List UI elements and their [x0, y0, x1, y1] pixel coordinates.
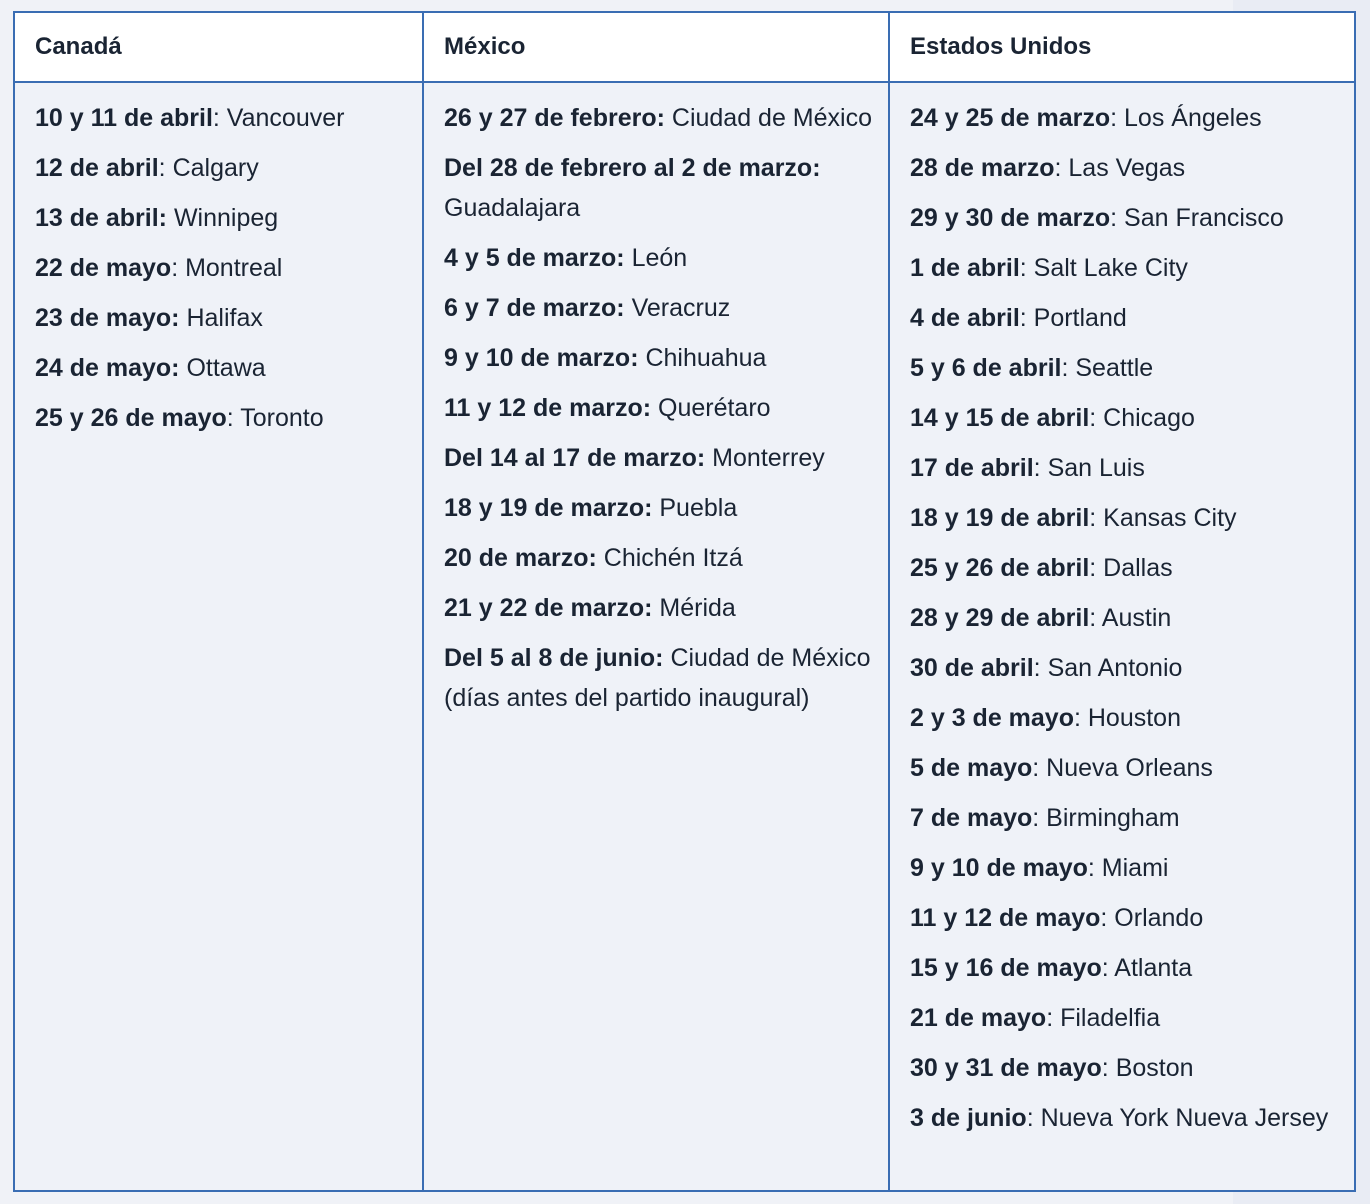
stop-date: 6 y 7 de marzo:: [444, 294, 625, 322]
mexico-list: [444, 98, 876, 718]
stop-city: Chichén Itzá: [596, 544, 743, 572]
usa-stop-item: [910, 948, 1342, 988]
stop-date: 18 y 19 de abril: [910, 504, 1090, 532]
usa-stop-item: [910, 548, 1342, 588]
stop-date: 2 y 3 de mayo: [910, 704, 1074, 732]
stop-city: : Montreal: [171, 254, 283, 282]
stop-date: 28 de marzo: [910, 154, 1055, 182]
stop-date: 12 de abril: [35, 154, 159, 182]
stop-date: 23 de mayo:: [35, 304, 180, 332]
usa-stop-item: [910, 98, 1342, 138]
stop-city: : Chicago: [1089, 404, 1195, 432]
stop-date: 24 de mayo:: [35, 354, 180, 382]
stop-date: 4 de abril: [910, 304, 1020, 332]
table-body-row: [14, 82, 1355, 1191]
canada-stop-item: [35, 298, 410, 338]
stop-city: Ottawa: [179, 354, 266, 382]
mexico-stop-item: [444, 538, 876, 578]
stop-date: 11 y 12 de mayo: [910, 904, 1101, 932]
stop-date: 9 y 10 de marzo:: [444, 344, 639, 372]
stop-date: 14 y 15 de abril: [910, 404, 1090, 432]
usa-stop-item: [910, 1048, 1342, 1088]
stop-date: 29 y 30 de marzo: [910, 204, 1111, 232]
usa-stop-item: [910, 598, 1342, 638]
mexico-stop-item: [444, 388, 876, 428]
canada-stop-item: [35, 248, 410, 288]
stop-city: : Miami: [1087, 854, 1169, 882]
usa-stop-item: [910, 148, 1342, 188]
stop-date: 28 y 29 de abril: [910, 604, 1090, 632]
canada-cell: [14, 82, 423, 1191]
usa-stop-item: [910, 298, 1342, 338]
stop-date: 10 y 11 de abril: [35, 104, 213, 132]
usa-stop-item: [910, 498, 1342, 538]
usa-stop-item: [910, 1098, 1342, 1138]
stop-date: Del 5 al 8 de junio:: [444, 644, 664, 672]
mexico-stop-item: [444, 488, 876, 528]
usa-stop-item: [910, 848, 1342, 888]
stop-date: 17 de abril: [910, 454, 1034, 482]
mexico-cell: [423, 82, 889, 1191]
stop-date: 1 de abril: [910, 254, 1020, 282]
stop-date: 9 y 10 de mayo: [910, 854, 1088, 882]
mexico-stop-item: [444, 98, 876, 138]
stop-date: Del 28 de febrero al 2 de marzo:: [444, 154, 821, 182]
stop-city: : Kansas City: [1089, 504, 1237, 532]
stop-date: 7 de mayo: [910, 804, 1033, 832]
stop-city: : Houston: [1073, 704, 1181, 732]
mexico-stop-item: [444, 638, 876, 718]
stop-city: Puebla: [652, 494, 738, 522]
stop-date: Del 14 al 17 de marzo:: [444, 444, 706, 472]
stop-city: : San Antonio: [1033, 654, 1183, 682]
stop-date: 13 de abril:: [35, 204, 167, 232]
stop-city: : Orlando: [1100, 904, 1204, 932]
stop-date: 26 y 27 de febrero:: [444, 104, 665, 132]
stop-city: Monterrey: [705, 444, 825, 472]
stop-date: 20 de marzo:: [444, 544, 597, 572]
stop-city: : Atlanta: [1101, 954, 1193, 982]
usa-stop-item: [910, 898, 1342, 938]
usa-stop-item: [910, 198, 1342, 238]
stop-city: Querétaro: [651, 394, 771, 422]
mexico-stop-item: [444, 238, 876, 278]
stop-date: 5 y 6 de abril: [910, 354, 1062, 382]
stop-date: 15 y 16 de mayo: [910, 954, 1102, 982]
stop-city: : Seattle: [1061, 354, 1154, 382]
header-canada: Canadá: [14, 12, 423, 82]
stop-date: 4 y 5 de marzo:: [444, 244, 625, 272]
stop-city: Winnipeg: [167, 204, 279, 232]
stop-city: : Calgary: [158, 154, 259, 182]
mexico-stop-item: [444, 148, 876, 228]
usa-stop-item: [910, 248, 1342, 288]
stop-city: León: [624, 244, 688, 272]
stop-city: : Dallas: [1089, 554, 1173, 582]
stop-date: 21 y 22 de marzo:: [444, 594, 653, 622]
mexico-stop-item: [444, 588, 876, 628]
usa-stop-item: [910, 748, 1342, 788]
usa-stop-item: [910, 398, 1342, 438]
stop-city: : Nueva York Nueva Jersey: [1026, 1104, 1329, 1132]
stop-city: Veracruz: [624, 294, 731, 322]
stop-date: 22 de mayo: [35, 254, 172, 282]
stop-city: : Boston: [1101, 1054, 1194, 1082]
stop-date: 3 de junio: [910, 1104, 1027, 1132]
canada-list: [35, 98, 410, 438]
stop-city: : Toronto: [226, 404, 324, 432]
stop-city: : San Francisco: [1110, 204, 1284, 232]
stop-city: : Portland: [1019, 304, 1127, 332]
stop-city: : Los Ángeles: [1110, 104, 1262, 132]
canada-stop-item: [35, 398, 410, 438]
stop-city: : Las Vegas: [1054, 154, 1186, 182]
stop-city: Mérida: [652, 594, 736, 622]
usa-stop-item: [910, 648, 1342, 688]
usa-cell: [889, 82, 1355, 1191]
stop-city: : Filadelfia: [1046, 1004, 1161, 1032]
mexico-stop-item: [444, 288, 876, 328]
usa-stop-item: [910, 798, 1342, 838]
stop-city: : Austin: [1089, 604, 1172, 632]
canada-stop-item: [35, 98, 410, 138]
tour-schedule-table: [13, 11, 1356, 1192]
mexico-stop-item: [444, 338, 876, 378]
stop-city: Halifax: [179, 304, 263, 332]
stop-date: 5 de mayo: [910, 754, 1033, 782]
header-mexico: México: [423, 12, 889, 82]
header-usa: Estados Unidos: [889, 12, 1355, 82]
usa-list: [910, 98, 1342, 1138]
stop-city: : Nueva Orleans: [1032, 754, 1213, 782]
canada-stop-item: [35, 148, 410, 188]
usa-stop-item: [910, 998, 1342, 1038]
stop-city: Ciudad de México: [664, 104, 872, 132]
stop-city: : San Luis: [1033, 454, 1145, 482]
stop-city: Chihuahua: [638, 344, 767, 372]
stop-city: : Salt Lake City: [1019, 254, 1188, 282]
usa-stop-item: [910, 698, 1342, 738]
stop-city: : Birmingham: [1032, 804, 1180, 832]
stop-date: 21 de mayo: [910, 1004, 1047, 1032]
stop-date: 25 y 26 de abril: [910, 554, 1090, 582]
usa-stop-item: [910, 348, 1342, 388]
stop-city: Ciudad de México (días antes del partido inaugural): [444, 644, 871, 712]
usa-stop-item: [910, 448, 1342, 488]
stop-city: : Vancouver: [212, 104, 345, 132]
stop-date: 24 y 25 de marzo: [910, 104, 1111, 132]
canada-stop-item: [35, 348, 410, 388]
stop-date: 11 y 12 de marzo:: [444, 394, 652, 422]
table-header-row: [14, 12, 1355, 82]
mexico-stop-item: [444, 438, 876, 478]
stop-date: 25 y 26 de mayo: [35, 404, 227, 432]
stop-city: Guadalajara: [444, 194, 581, 222]
stop-date: 30 y 31 de mayo: [910, 1054, 1102, 1082]
stop-date: 18 y 19 de marzo:: [444, 494, 653, 522]
stop-date: 30 de abril: [910, 654, 1034, 682]
canada-stop-item: [35, 198, 410, 238]
